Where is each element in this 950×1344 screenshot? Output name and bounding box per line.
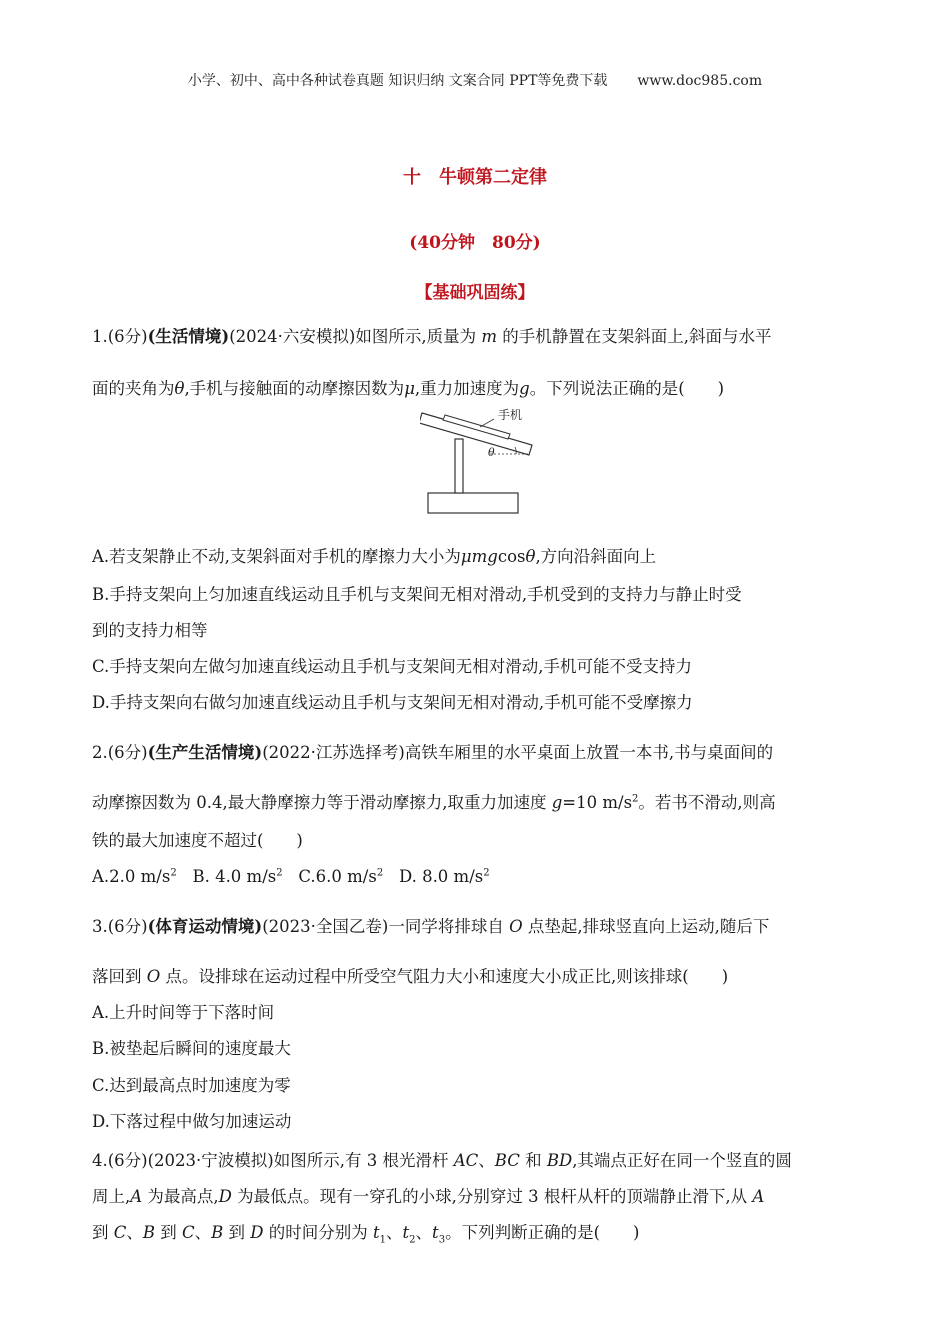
header-site[interactable]: www.doc985.com [637, 73, 763, 89]
q3-option-d: D.下落过程中做匀加速运动 [92, 1112, 292, 1131]
header-text: 小学、初中、高中各种试卷真题 知识归纳 文案合同 PPT等免费下载 [187, 73, 608, 89]
q4-line-1: 4.(6分)(2023·宁波模拟)如图所示,有 3 根光滑杆 AC、BC 和 BD,其端点正好在同一个竖直的圆 [92, 1151, 792, 1170]
q2-line-2: 动摩擦因数为 0.4,最大静摩擦力等于滑动摩擦力,取重力加速度 g=10 $m/s^2$。若书不滑动,则高 [92, 793, 776, 812]
q1-option-b-line-2: 到的支持力相等 [92, 621, 208, 640]
q1-option-c: C.手持支架向左做匀加速直线运动且手机与支架间无相对滑动,手机可能不受支持力 [92, 657, 693, 676]
section-heading: 【基础巩固练】 [415, 283, 535, 303]
q3-line-1: 3.(6分)(体育运动情境)(2023·全国乙卷)一同学将排球自 O 点垫起,排球竖直向上运动,随后下 [92, 917, 770, 936]
q1-option-b-line-1: B.手持支架向上匀加速直线运动且手机与支架间无相对滑动,手机受到的支持力与静止时受 [92, 585, 742, 604]
page-title: 十 牛顿第二定律 [403, 167, 547, 188]
q2-options: A.2.0 $m/s^2$ B. 4.0 $m/s^2$ C.6.0 $m/s^2$ D. 8.0 $m/s^2$ [92, 867, 490, 886]
q3-option-c: C.达到最高点时加速度为零 [92, 1076, 291, 1095]
q3-line-2: 落回到 O 点。设排球在运动过程中所受空气阻力大小和速度大小成正比,则该排球( ) [92, 967, 729, 986]
q3-option-b: B.被垫起后瞬间的速度最大 [92, 1039, 291, 1058]
q1-option-d: D.手持支架向右做匀加速直线运动且手机与支架间无相对滑动,手机可能不受摩擦力 [92, 693, 693, 712]
page-header [0, 70, 950, 90]
stand-base [428, 493, 518, 513]
q4-line-2: 周上,A 为最高点,D 为最低点。现有一穿孔的小球,分别穿过 3 根杆从杆的顶端静止滑下,从 A [92, 1187, 765, 1206]
q1-line-1: 1.(6分)(生活情境)(2024·六安模拟)如图所示,质量为 m 的手机静置在支架斜面上,斜面与水平 [92, 327, 772, 346]
q3-option-a: A.上升时间等于下落时间 [92, 1003, 275, 1022]
label-pointer [480, 419, 494, 427]
phone-stand-figure [420, 405, 540, 520]
q2-line-1: 2.(6分)(生产生活情境)(2022·江苏选择考)高铁车厢里的水平桌面上放置一本书,书与桌面间的 [92, 743, 774, 762]
q1-line-2: 面的夹角为θ,手机与接触面的动摩擦因数为μ,重力加速度为g。下列说法正确的是( ) [92, 379, 725, 398]
q4-line-3: 到 C、B 到 C、B 到 D 的时间分别为 $t_1$、$t_2$、$t_3$。下列判断正确的是( ) [92, 1223, 640, 1246]
time-score: (40分钟 80分) [409, 233, 541, 253]
q1-option-a: A.若支架静止不动,支架斜面对手机的摩擦力大小为μmgcosθ,方向沿斜面向上 [92, 547, 657, 566]
stand-pole [455, 439, 463, 493]
figure-label-phone: 手机 [498, 408, 523, 422]
q2-line-3: 铁的最大加速度不超过( ) [92, 831, 303, 850]
figure-label-theta: θ [488, 446, 495, 459]
